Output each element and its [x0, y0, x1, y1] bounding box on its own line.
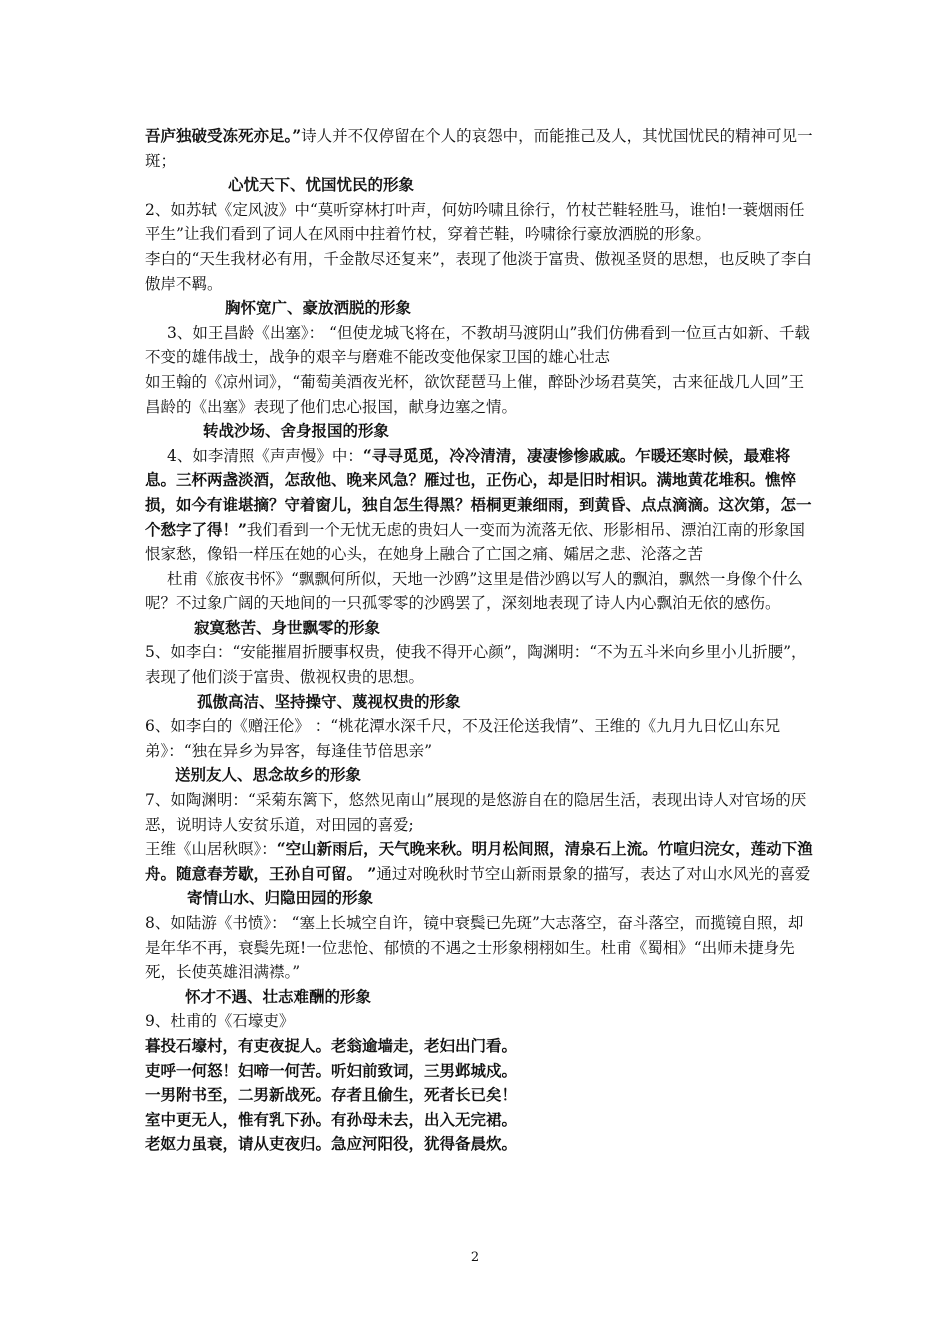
- paragraph-text: 通过对晚秋时节空山新雨景象的描写，表达了对山水风光的喜爱: [376, 864, 811, 883]
- paragraph-item-9: 9、杜甫的《石壕吏》: [145, 1012, 295, 1031]
- paragraph-item-4: [145, 444, 815, 567]
- quote-bold: “寻寻觅觅，冷冷清清，凄凄惨惨戚戚。乍暖还寒时候，最难将息。三杯两盏淡酒，怎敌他、晚来风急？雁过也，正伤心，却是旧时相识。满地黄花堆积。憔悴损，如今有谁堪摘？守着窗儿，独自怎生得黑？梧桐更兼细雨，到黄昏、点点滴滴。这次第，怎一个愁字了得！”: [145, 445, 812, 539]
- section-heading-unfulfilled: 怀才不遇、壮志难酬的形象: [185, 986, 372, 1006]
- paragraph-intro-continuation: [145, 124, 815, 173]
- section-heading-battlefield: 转战沙场、舍身报国的形象: [203, 421, 390, 441]
- document-body: [145, 124, 815, 1157]
- poem-line: 老妪力虽衰，请从吏夜归。急应河阳役，犹得备晨炊。: [145, 1134, 518, 1154]
- paragraph-libai: 李白的“天生我材必有用，千金散尽还复来”，表现了他淡于富贵、傲视圣贤的思想，也反映了李白傲岸不羁。: [145, 249, 812, 293]
- poem-line: 一男附书至，二男新战死。存者且偷生，死者长已矣！: [145, 1085, 518, 1105]
- poem-line: 暮投石壕村，有吏夜捉人。老翁逾墙走，老妇出门看。: [145, 1035, 518, 1055]
- paragraph-item-6: 6、如李白的《赠汪伦》 ：“桃花潭水深千尺，不及汪伦送我情”、王维的《九月九日忆山东兄弟》：“独在异乡为异客，每逢佳节倍思亲”: [145, 717, 781, 760]
- paragraph-item-5: 5、如李白：“安能摧眉折腰事权贵，使我不得开心颜”，陶渊明：“不为五斗米向乡里小儿折腰”，表现了他们淡于富贵、傲视权贵的思想。: [145, 643, 807, 687]
- paragraph-wangwei: [145, 837, 815, 886]
- paragraph-lead: 王维《山居秋暝》：: [145, 840, 277, 859]
- paragraph-dufu-lvye: 杜甫《旅夜书怀》“飘飘何所似，天地一沙鸥”这里是借沙鸥以写人的飘泊，飘然一身像个什么呢？不过象广阔的天地间的一只孤零零的沙鸥罢了，深刻地表现了诗人内心飘泊无依的感伤。: [145, 569, 803, 613]
- poem-line: 吏呼一何怒！妇啼一何苦。听妇前致词，三男邺城戍。: [145, 1060, 518, 1080]
- paragraph-item-8: 8、如陆游《书愤》： “塞上长城空自许，镜中衰鬓已先斑”大志落空，奋斗落空，而揽镜自照，却是年华不再，衰鬓先斑!一位悲怆、郁愤的不遇之士形象栩栩如生。杜甫《蜀相》“出师未捷身先死，长使英雄泪满襟。”: [145, 914, 804, 982]
- paragraph-item-3: 3、如王昌龄《出塞》： “但使龙城飞将在，不教胡马渡阴山”我们仿佛看到一位亘古如新、千载不变的雄伟战士，战争的艰辛与磨难不能改变他保家卫国的雄心壮志: [145, 323, 810, 367]
- paragraph-item-2: 2、如苏轼《定风波》中“莫听穿林打叶声，何妨吟啸且徐行，竹杖芒鞋轻胜马，谁怕!一蓑烟雨任平生”让我们看到了词人在风雨中拄着竹杖，穿着芒鞋，吟啸徐行豪放洒脱的形象。: [145, 200, 805, 244]
- section-heading-proud: 孤傲高洁、坚持操守、蔑视权贵的形象: [197, 691, 461, 711]
- paragraph-text: 诗人并不仅停留在个人的哀怨中，而能推己及人，其忧国忧民的精神可见一斑；: [145, 127, 813, 170]
- section-heading-farewell: 送别友人、思念故乡的形象: [175, 765, 362, 785]
- section-heading-lonely: 寂寞愁苦、身世飘零的形象: [194, 617, 381, 637]
- paragraph-item-7: 7、如陶渊明：“采菊东篱下，悠然见南山”展现的是悠游自在的隐居生活，表现出诗人对官场的厌恶，说明诗人安贫乐道，对田园的喜爱;: [145, 791, 807, 834]
- paragraph-lead: 4、如李清照《声声慢》中：: [167, 446, 363, 465]
- section-heading-broad-mind: 胸怀宽广、豪放洒脱的形象: [225, 298, 412, 318]
- paragraph-wanghan: 如王翰的《凉州词》，“葡萄美酒夜光杯，欲饮琵琶马上催，醉卧沙场君莫笑，古来征战几人回”王昌龄的《出塞》表现了他们忠心报国，献身边塞之情。: [145, 372, 805, 416]
- quote-bold: 吾庐独破受冻死亦足。”: [145, 126, 302, 145]
- paragraph-text: 我们看到一个无忧无虑的贵妇人一变而为流落无依、形影相吊、漂泊江南的形象国恨家愁，像铅一样压在她的心头，在她身上融合了亡国之痛、孀居之悲、沦落之苦: [145, 520, 805, 564]
- poem-line: 室中更无人，惟有乳下孙。有孙母未去，出入无完裙。: [145, 1109, 518, 1129]
- quote-bold: “空山新雨后，天气晚来秋。明月松间照，清泉石上流。竹喧归浣女，莲动下渔舟。随意春芳歇，王孙自可留。 ”: [145, 839, 813, 883]
- page-number: 2: [470, 1250, 480, 1265]
- section-heading-worry-nation: 心忧天下、忧国忧民的形象: [228, 175, 415, 195]
- section-heading-landscape: 寄情山水、归隐田园的形象: [187, 888, 374, 908]
